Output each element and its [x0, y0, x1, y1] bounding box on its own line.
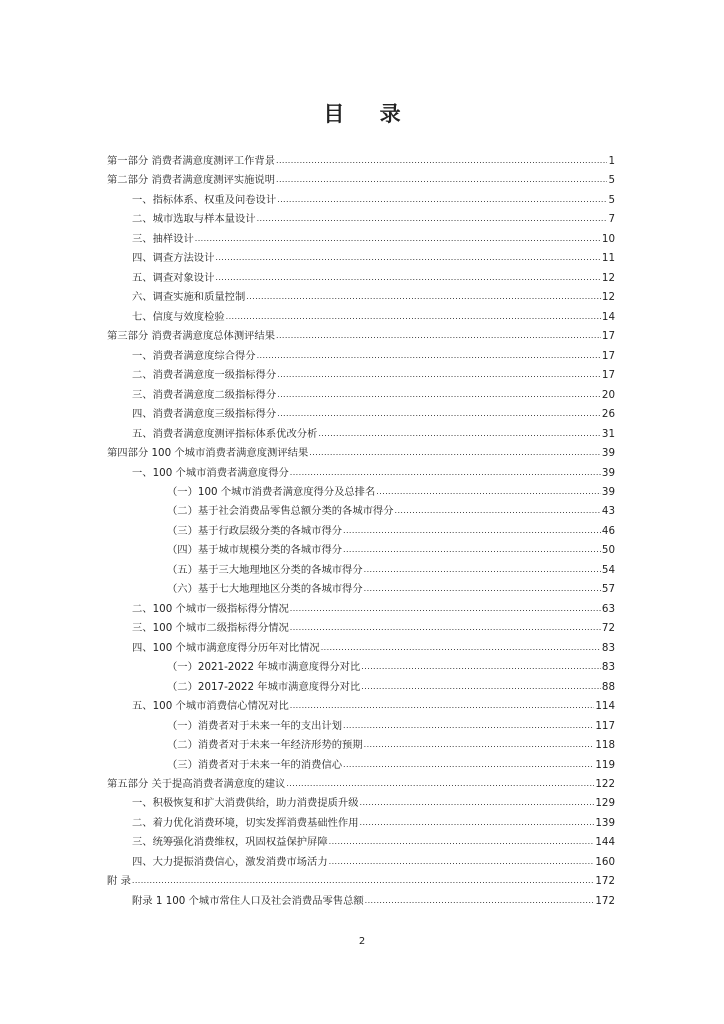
toc-dot-leader [376, 482, 601, 501]
toc-entry[interactable] [107, 308, 615, 327]
toc-entry-title: 二、100 个城市一级指标得分情况 [132, 602, 289, 615]
toc-entry-title: 一、100 个城市消费者满意度得分 [132, 466, 289, 479]
toc-entry-title: 五、100 个城市消费信心情况对比 [132, 700, 289, 713]
toc-entry-page: 1 [608, 155, 615, 167]
toc-entry-page: 31 [601, 427, 615, 440]
toc-entry-title: 三、100 个城市二级指标得分情况 [132, 622, 289, 635]
toc-dot-leader [290, 618, 601, 637]
toc-entry-title: （六）基于七大地理地区分类的各城市得分 [167, 583, 363, 596]
toc-entry[interactable] [107, 678, 615, 697]
toc-entry-page: 12 [601, 291, 615, 304]
toc-entry-page: 114 [595, 700, 615, 713]
toc-entry-title: 三、抽样设计 [132, 232, 194, 245]
toc-entry[interactable] [107, 619, 615, 638]
toc-entry-page: 14 [601, 310, 615, 323]
toc-dot-leader [395, 501, 601, 520]
toc-entry-title: （一）消费者对于未来一年的支出计划 [167, 719, 343, 732]
toc-entry-title: 三、消费者满意度二级指标得分 [132, 388, 277, 401]
toc-entry-title: （一）2021-2022 年城市满意度得分对比 [167, 661, 361, 674]
toc-entry[interactable] [107, 600, 615, 619]
page-number: 2 [358, 936, 366, 947]
toc-entry[interactable] [107, 872, 615, 891]
toc-entry-page: 160 [595, 855, 615, 868]
toc-entry-title: 五、消费者满意度测评指标体系优改分析 [132, 427, 318, 440]
toc-entry-page: 172 [595, 894, 615, 907]
toc-entry-page: 54 [601, 563, 615, 576]
toc-entry-page: 83 [601, 661, 615, 674]
toc-entry[interactable] [107, 230, 615, 249]
toc-dot-leader [286, 774, 594, 793]
toc-dot-leader [215, 268, 601, 287]
toc-entry-title: 第三部分 消费者满意度总体测评结果 [107, 330, 276, 343]
toc-entry-page: 122 [595, 778, 615, 790]
toc-entry-title: 第二部分 消费者满意度测评实施说明 [107, 174, 276, 187]
toc-dot-leader [364, 735, 595, 754]
toc-entry[interactable] [107, 347, 615, 366]
toc-entry[interactable] [107, 814, 615, 833]
toc-dot-leader [364, 560, 601, 579]
toc-entry-title: 附 录 [107, 875, 131, 888]
toc-entry-title: 五、调查对象设计 [132, 271, 215, 284]
toc-entry-title: 四、大力提振消费信心，激发消费市场活力 [132, 855, 328, 868]
toc-dot-leader [277, 190, 607, 209]
toc-dot-leader [361, 677, 601, 696]
toc-entry[interactable] [107, 502, 615, 521]
toc-entry-page: 17 [601, 330, 615, 343]
toc-dot-leader [132, 871, 594, 890]
toc-entry-page: 172 [595, 875, 615, 888]
toc-entry-page: 57 [601, 583, 615, 596]
toc-dot-leader [257, 209, 608, 228]
toc-dot-leader [290, 696, 595, 715]
toc-entry[interactable] [107, 464, 615, 483]
toc-entry-title: 附录 1 100 个城市常住人口及社会消费品零售总额 [132, 894, 364, 907]
toc-entry-title: （二）2017-2022 年城市满意度得分对比 [167, 680, 361, 693]
toc-entry[interactable] [107, 717, 615, 736]
toc-entry-title: 二、着力优化消费环境，切实发挥消费基础性作用 [132, 816, 359, 829]
toc-entry[interactable] [107, 249, 615, 268]
toc-entry[interactable] [107, 152, 615, 171]
toc-entry-title: 二、消费者满意度一级指标得分 [132, 369, 277, 382]
toc-entry[interactable] [107, 405, 615, 424]
toc-dot-leader [343, 716, 594, 735]
toc-entry[interactable] [107, 794, 615, 813]
toc-entry-page: 118 [595, 739, 615, 752]
toc-entry[interactable] [107, 756, 615, 775]
toc-entry-title: 六、调查实施和质量控制 [132, 291, 246, 304]
toc-entry-page: 39 [601, 466, 615, 479]
toc-entry-title: 三、统筹强化消费维权，巩固权益保护屏障 [132, 836, 328, 849]
toc-dot-leader [277, 404, 601, 423]
toc-dot-leader [343, 755, 594, 774]
toc-entry-title: （一）100 个城市消费者满意度得分及总排名 [167, 485, 376, 498]
toc-entry[interactable] [107, 541, 615, 560]
toc-entry-page: 46 [601, 524, 615, 537]
toc-dot-leader [309, 443, 601, 462]
toc-dot-leader [360, 793, 595, 812]
toc-dot-leader [277, 385, 601, 404]
toc-entry-page: 17 [601, 369, 615, 382]
toc-entry[interactable] [107, 853, 615, 872]
toc-entry-page: 43 [601, 505, 615, 518]
toc-entry-page: 72 [601, 622, 615, 635]
toc-dot-leader [361, 657, 601, 676]
toc-entry-title: 第一部分 消费者满意度测评工作背景 [107, 155, 276, 167]
table-of-contents [107, 152, 615, 911]
toc-dot-leader [360, 813, 595, 832]
toc-entry-page: 10 [601, 232, 615, 245]
toc-dot-leader [277, 365, 601, 384]
toc-dot-leader [276, 170, 607, 189]
toc-dot-leader [215, 248, 601, 267]
toc-entry-title: 一、指标体系、权重及问卷设计 [132, 193, 277, 206]
toc-entry-title: 四、100 个城市满意度得分历年对比情况 [132, 641, 320, 654]
toc-dot-leader [365, 891, 595, 910]
toc-dot-leader [329, 832, 595, 851]
toc-entry-title: 四、消费者满意度三级指标得分 [132, 408, 277, 421]
toc-entry-page: 117 [595, 719, 615, 732]
toc-dot-leader [276, 326, 601, 345]
toc-entry-title: （二）消费者对于未来一年经济形势的预期 [167, 739, 363, 752]
toc-entry[interactable] [107, 191, 615, 210]
toc-entry-page: 50 [601, 544, 615, 557]
toc-entry-page: 12 [601, 271, 615, 284]
toc-entry-page: 88 [601, 680, 615, 693]
toc-entry-page: 17 [601, 349, 615, 362]
toc-entry-page: 39 [601, 485, 615, 498]
toc-dot-leader [290, 463, 601, 482]
toc-entry[interactable] [107, 288, 615, 307]
toc-entry-page: 119 [595, 758, 615, 771]
toc-entry-title: 第四部分 100 个城市消费者满意度测评结果 [107, 447, 309, 460]
toc-entry[interactable] [107, 892, 615, 911]
toc-dot-leader [246, 287, 601, 306]
toc-entry-page: 144 [595, 836, 615, 849]
toc-entry-title: （三）基于行政层级分类的各城市得分 [167, 524, 343, 537]
toc-dot-leader [343, 521, 601, 540]
toc-entry[interactable] [107, 366, 615, 385]
toc-entry[interactable] [107, 327, 615, 346]
toc-entry[interactable] [107, 833, 615, 852]
toc-entry-page: 39 [601, 447, 615, 460]
toc-dot-leader [329, 852, 595, 871]
toc-entry-page: 7 [608, 213, 615, 226]
toc-dot-leader [195, 229, 601, 248]
toc-entry-page: 11 [601, 252, 615, 265]
toc-entry[interactable] [107, 639, 615, 658]
toc-entry-page: 63 [601, 602, 615, 615]
toc-dot-leader [321, 638, 601, 657]
toc-entry-page: 5 [608, 193, 615, 206]
toc-dot-leader [226, 307, 601, 326]
toc-entry[interactable] [107, 658, 615, 677]
toc-dot-leader [318, 424, 601, 443]
toc-entry-title: 二、城市选取与样本量设计 [132, 213, 256, 226]
toc-entry[interactable] [107, 444, 615, 463]
toc-entry[interactable] [107, 561, 615, 580]
toc-dot-leader [276, 151, 607, 170]
toc-entry-title: （五）基于三大地理地区分类的各城市得分 [167, 563, 363, 576]
toc-entry[interactable] [107, 210, 615, 229]
toc-entry-page: 139 [595, 816, 615, 829]
toc-entry-page: 83 [601, 641, 615, 654]
toc-dot-leader [257, 346, 601, 365]
toc-entry[interactable] [107, 425, 615, 444]
toc-entry-title: 七、信度与效度检验 [132, 310, 225, 323]
toc-entry[interactable] [107, 171, 615, 190]
toc-entry[interactable] [107, 522, 615, 541]
toc-entry-title: （二）基于社会消费品零售总额分类的各城市得分 [167, 505, 394, 518]
toc-entry-page: 5 [608, 174, 615, 187]
toc-entry-title: 第五部分 关于提高消费者满意度的建议 [107, 778, 286, 790]
toc-entry-page: 26 [601, 408, 615, 421]
toc-entry[interactable] [107, 736, 615, 755]
toc-entry[interactable] [107, 269, 615, 288]
toc-entry-page: 20 [601, 388, 615, 401]
toc-entry-title: 四、调查方法设计 [132, 252, 215, 265]
toc-entry[interactable] [107, 697, 615, 716]
toc-entry-title: 一、积极恢复和扩大消费供给，助力消费提质升级 [132, 797, 359, 810]
toc-entry[interactable] [107, 775, 615, 794]
toc-entry[interactable] [107, 580, 615, 599]
toc-entry-title: 一、消费者满意度综合得分 [132, 349, 256, 362]
toc-dot-leader [343, 540, 601, 559]
toc-entry[interactable] [107, 386, 615, 405]
toc-entry-title: （四）基于城市规模分类的各城市得分 [167, 544, 343, 557]
page-title: 目 录 [323, 102, 415, 126]
toc-dot-leader [364, 579, 601, 598]
toc-dot-leader [290, 599, 601, 618]
toc-entry[interactable] [107, 483, 615, 502]
toc-entry-title: （三）消费者对于未来一年的消费信心 [167, 758, 343, 771]
toc-entry-page: 129 [595, 797, 615, 810]
